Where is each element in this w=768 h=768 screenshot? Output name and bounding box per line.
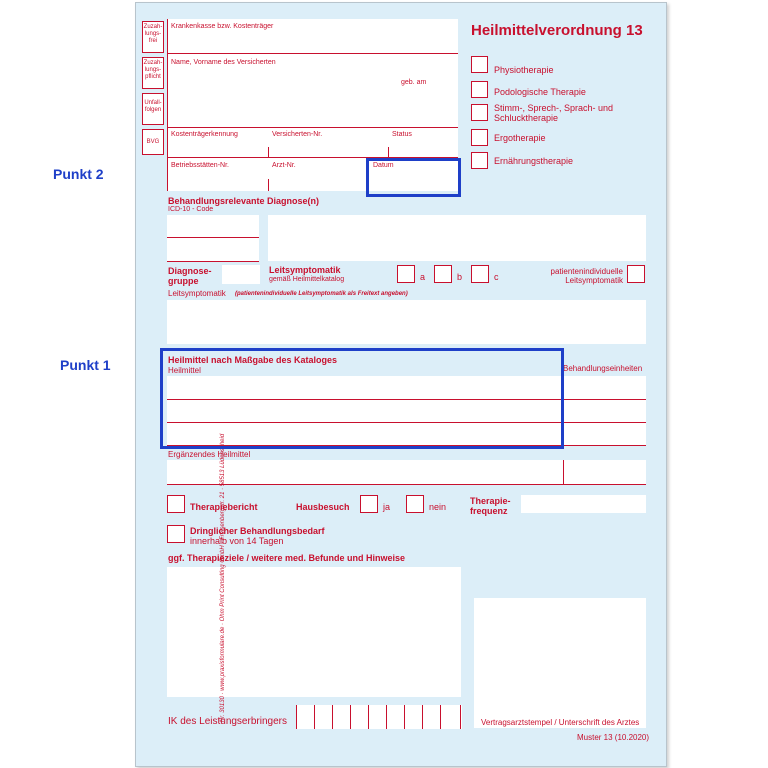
physiotherapie-checkbox[interactable] <box>471 56 488 73</box>
leitsymptomatik-c-checkbox[interactable] <box>471 265 489 283</box>
kostentraegerkennung-label: Kostenträgerkennung <box>171 131 238 138</box>
bvg-label: BVG <box>146 139 160 145</box>
ergotherapie-checkbox[interactable] <box>471 129 488 146</box>
heilmittelverordnung-form <box>135 2 667 767</box>
divider <box>314 705 315 729</box>
divider <box>422 705 423 729</box>
divider <box>440 705 441 729</box>
zuzahlungspflicht-box[interactable] <box>142 57 164 89</box>
zuzahlungsfrei-box[interactable] <box>142 21 164 53</box>
zuzahlungsfrei-label: Zuzah- lungs- frei <box>143 24 163 44</box>
unfallfolgen-label: Unfall- folgen <box>144 100 162 113</box>
option-b-label: b <box>457 272 463 282</box>
therapieziele-heading: ggf. Therapieziele / weitere med. Befunde und Hinweise <box>168 553 406 563</box>
diagnosegruppe-label: Diagnose- gruppe <box>168 266 212 286</box>
divider <box>167 19 168 191</box>
punkt-2-label: Punkt 2 <box>53 166 104 182</box>
geb-am-label: geb. am <box>401 79 427 86</box>
divider <box>404 705 405 729</box>
status-label: Status <box>392 131 412 138</box>
ernaehrungstherapie-checkbox[interactable] <box>471 152 488 169</box>
divider <box>368 705 369 729</box>
therapieziele-field[interactable] <box>167 567 461 697</box>
leitsymptomatik-freitext-field[interactable] <box>167 300 646 344</box>
divider <box>460 705 461 729</box>
divider <box>296 705 297 729</box>
gemaess-label: gemäß Heilmittelkatalog <box>269 276 345 283</box>
patientenindividuell-checkbox[interactable] <box>627 265 645 283</box>
divider <box>167 237 259 238</box>
punkt-2-highlight <box>366 158 461 197</box>
dringlich-label: Dringlicher Behandlungsbedarf <box>190 526 325 536</box>
patientenindividuell-label: patientenindividuelle Leitsymptomatik <box>550 267 623 285</box>
ergaenzendes-label: Ergänzendes Heilmittel <box>168 450 251 459</box>
innerhalb-label: innerhalb von 14 Tagen <box>190 536 284 546</box>
form-title: Heilmittelverordnung 13 <box>471 22 643 39</box>
divider <box>268 147 269 157</box>
icd-label: ICD-10 - Code <box>168 206 214 213</box>
divider <box>268 179 269 191</box>
hausbesuch-nein-checkbox[interactable] <box>406 495 424 513</box>
divider <box>167 53 458 54</box>
therapiebericht-checkbox[interactable] <box>167 495 185 513</box>
heilmittel-heading: Heilmittel nach Maßgabe des Kataloges <box>168 355 338 365</box>
heilmittel-label: Heilmittel <box>168 366 201 375</box>
freitext-label: Leitsymptomatik <box>168 289 226 298</box>
side-imprint: Nr. 30130 · www.praxisformulare.de · Ohm Print Consulting GmbH · Freisenbergstr. 21 · 58513 Lüdenscheid <box>220 433 226 723</box>
betriebsstaetten-nr-label: Betriebsstätten-Nr. <box>171 162 229 169</box>
physiotherapie-label: Physiotherapie <box>494 65 554 75</box>
arztstempel-field[interactable] <box>474 598 646 728</box>
stimmtherapie-label: Stimm-, Sprech-, Sprach- und Schlucktherapie <box>494 103 614 123</box>
hausbesuch-label: Hausbesuch <box>296 502 350 512</box>
diagnose-text-field[interactable] <box>268 215 646 261</box>
diagnose-heading: Behandlungsrelevante Diagnose(n) <box>168 196 320 206</box>
ik-label: IK des Leistungserbringers <box>168 716 287 727</box>
behandlungseinheiten-label: Behandlungseinheiten <box>563 364 643 373</box>
unfallfolgen-box[interactable] <box>142 93 164 125</box>
option-c-label: c <box>494 272 499 282</box>
datum-label: Datum <box>373 162 394 169</box>
divider <box>388 147 389 157</box>
therapiefrequenz-field[interactable] <box>521 495 646 513</box>
arzt-nr-label: Arzt-Nr. <box>272 162 296 169</box>
stempel-label: Vertragsarztstempel / Unterschrift des Arztes <box>481 718 640 727</box>
punkt-1-label: Punkt 1 <box>60 357 111 373</box>
leitsymptomatik-heading: Leitsymptomatik <box>269 265 341 275</box>
ja-label: ja <box>383 502 391 512</box>
podologie-checkbox[interactable] <box>471 81 488 98</box>
hausbesuch-ja-checkbox[interactable] <box>360 495 378 513</box>
diagnosegruppe-field[interactable] <box>222 265 260 284</box>
icd-code-field[interactable] <box>167 215 259 261</box>
ik-field[interactable] <box>296 705 462 729</box>
bvg-box[interactable] <box>142 129 164 155</box>
podologie-label: Podologische Therapie <box>494 87 586 97</box>
leitsymptomatik-b-checkbox[interactable] <box>434 265 452 283</box>
divider <box>332 705 333 729</box>
divider <box>167 484 646 485</box>
nein-label: nein <box>429 502 447 512</box>
therapiefrequenz-label: Therapie- frequenz <box>470 496 511 516</box>
zuzahlungspflicht-label: Zuzah- lungs- pflicht <box>143 60 163 80</box>
stimmtherapie-checkbox[interactable] <box>471 104 488 121</box>
dringlich-checkbox[interactable] <box>167 525 185 543</box>
therapiebericht-label: Therapiebericht <box>190 502 258 512</box>
ergotherapie-label: Ergotherapie <box>494 133 546 143</box>
divider <box>386 705 387 729</box>
versicherten-nr-label: Versicherten-Nr. <box>272 131 323 138</box>
punkt-1-highlight <box>160 348 564 449</box>
name-label: Name, Vorname des Versicherten <box>171 59 276 66</box>
freitext-hint: (patientenindividuelle Leitsymptomatik als Freitext angeben) <box>235 291 408 297</box>
option-a-label: a <box>420 272 426 282</box>
leitsymptomatik-a-checkbox[interactable] <box>397 265 415 283</box>
divider <box>167 127 458 128</box>
divider <box>563 460 564 484</box>
divider <box>167 261 259 262</box>
divider <box>350 705 351 729</box>
ergaenzendes-heilmittel-field[interactable] <box>167 460 646 484</box>
muster-label: Muster 13 (10.2020) <box>577 733 650 742</box>
krankenkasse-label: Krankenkasse bzw. Kostenträger <box>171 23 274 30</box>
ernaehrungstherapie-label: Ernährungstherapie <box>494 156 574 166</box>
